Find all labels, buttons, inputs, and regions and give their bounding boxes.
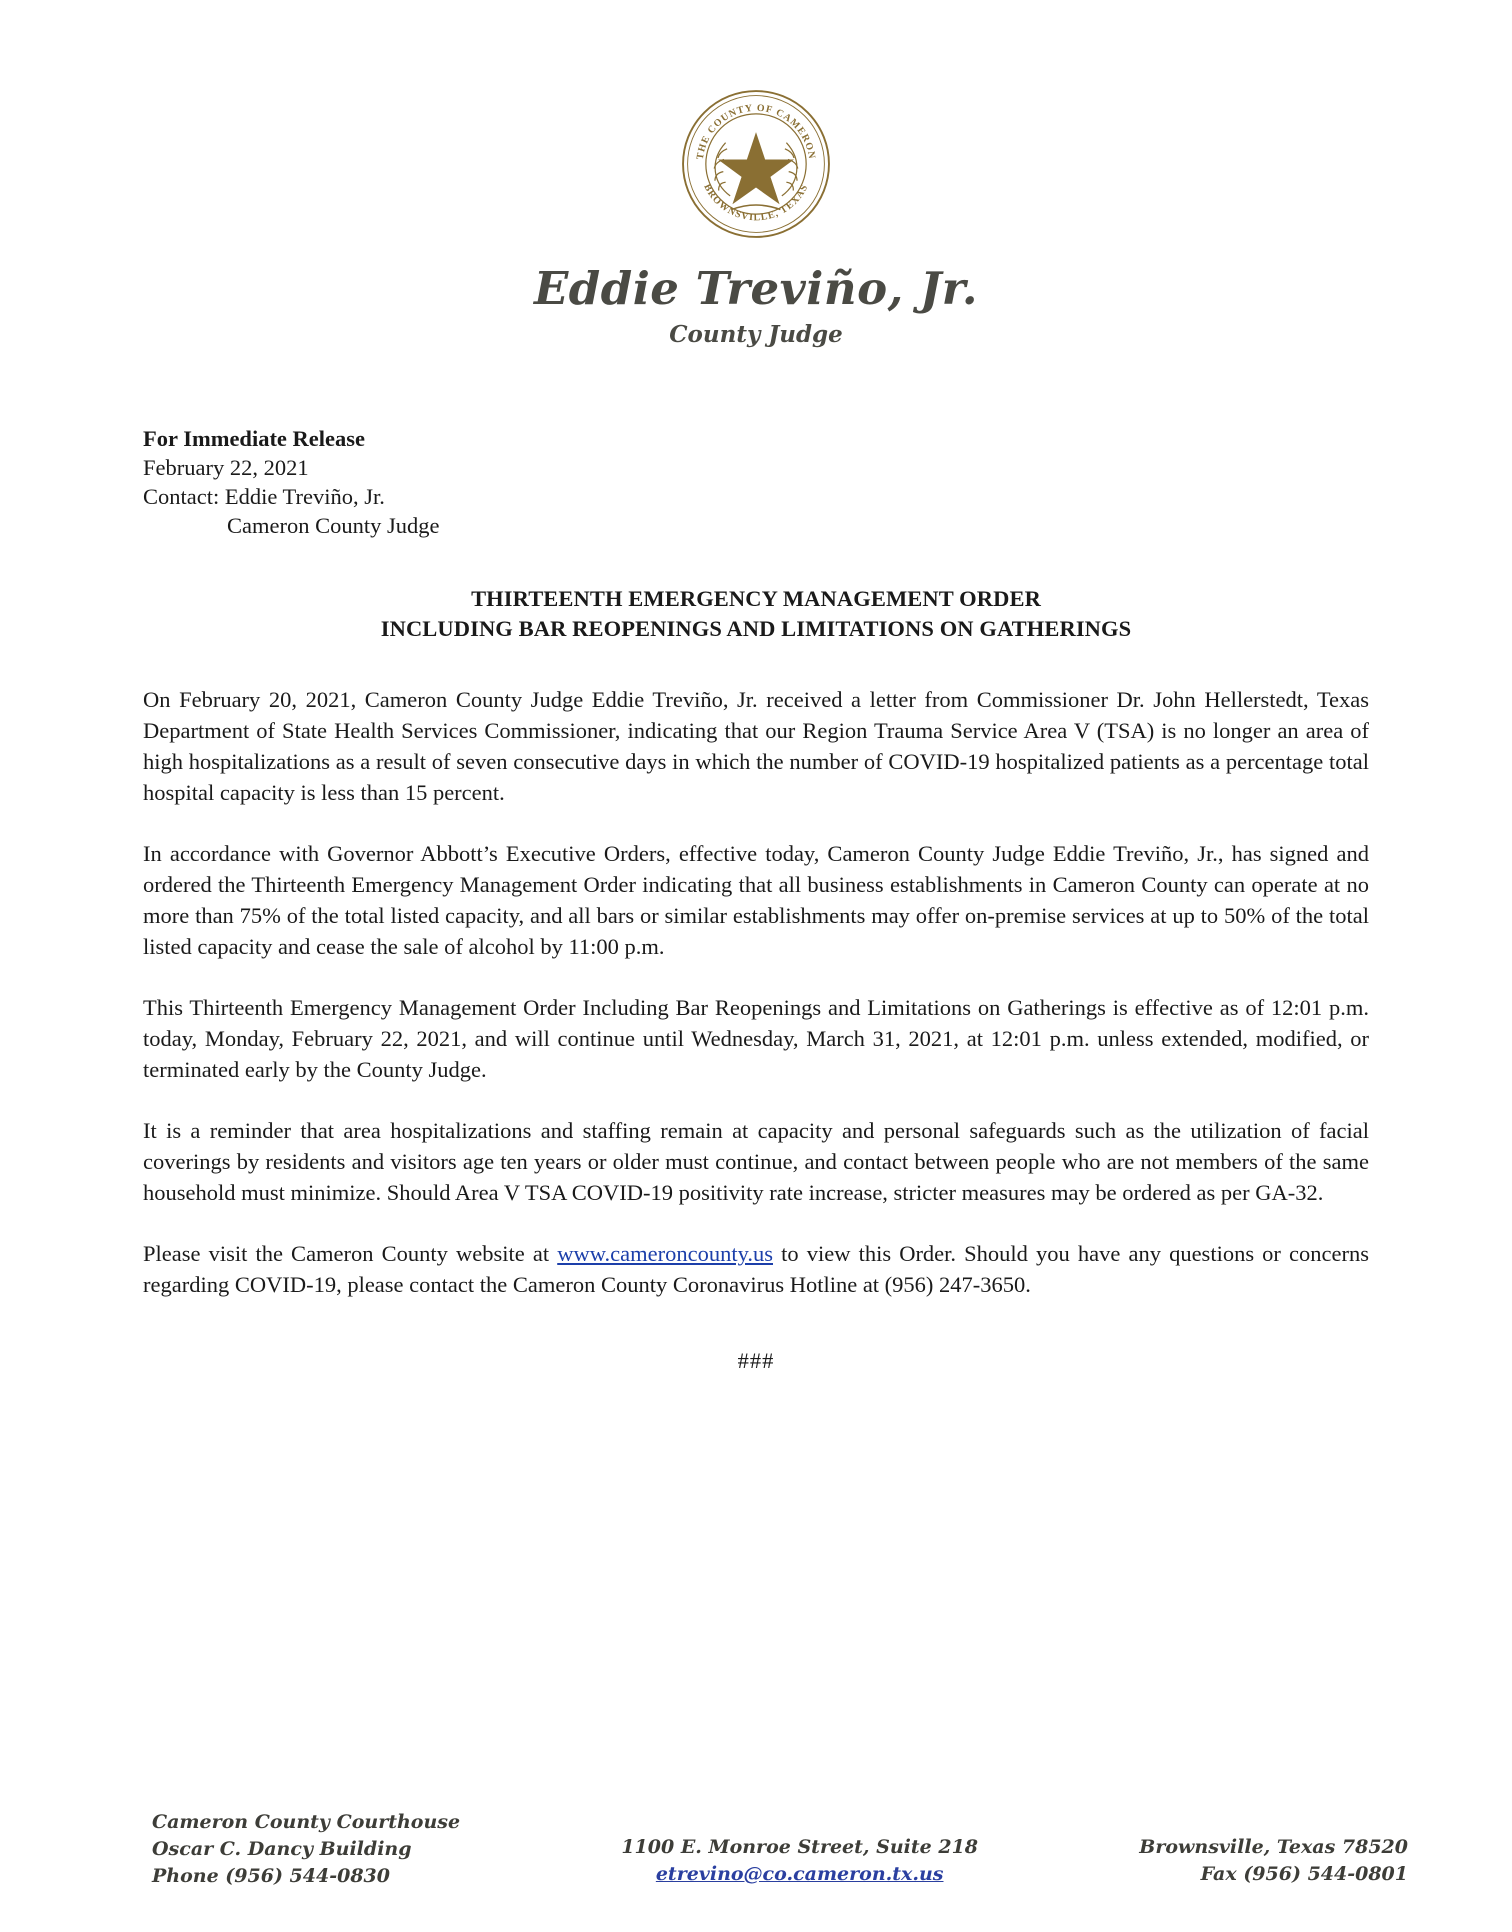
judge-title: County Judge — [669, 321, 843, 348]
footer-street: 1100 E. Monroe Street, Suite 218 — [621, 1836, 979, 1858]
release-date: February 22, 2021 — [143, 455, 309, 480]
document-body — [0, 424, 1512, 1374]
paragraph-5-text-before: Please visit the Cameron County website at — [143, 1241, 558, 1266]
release-info — [143, 424, 1369, 540]
letterhead — [0, 0, 1512, 348]
release-heading: For Immediate Release — [143, 426, 366, 451]
footer-phone: Phone (956) 544-0830 — [152, 1865, 390, 1887]
svg-text:THE COUNTY OF CAMERON: THE COUNTY OF CAMERON — [694, 102, 818, 161]
end-mark: ### — [737, 1348, 775, 1373]
footer-address-left — [152, 1809, 460, 1890]
paragraph-1: On February 20, 2021, Cameron County Judge Eddie Treviño, Jr. received a letter from Commissioner Dr. John Hellerstedt, Texas Department of State Health Services Commissioner, indicating that our Region Trauma Service Area V (TSA) is no longer an area of high hospitalizations as a result of seven consecutive days in which the number of COVID-19 hospitalized patients as a percentage total hospital capacity is less than 15 percent. — [143, 687, 1369, 805]
judge-name: Eddie Treviño, Jr. — [533, 262, 978, 315]
footer-address-center — [621, 1834, 978, 1890]
paragraph-5 — [143, 1238, 1369, 1300]
seal-container — [0, 88, 1512, 240]
page-title-line1: THIRTEENTH EMERGENCY MANAGEMENT ORDER — [471, 586, 1041, 611]
cameron-county-seal-icon — [680, 88, 832, 240]
page-title — [143, 584, 1369, 644]
footer-city-state-zip: Brownsville, Texas 78520 — [1139, 1836, 1408, 1858]
cameron-county-website-link[interactable]: www.cameroncounty.us — [557, 1241, 773, 1266]
release-contact: Contact: Eddie Treviño, Jr. — [143, 484, 385, 509]
page-title-line2: INCLUDING BAR REOPENINGS AND LIMITATIONS ON GATHERINGS — [380, 616, 1132, 641]
footer-email-link[interactable]: etrevino@co.cameron.tx.us — [655, 1863, 944, 1885]
paragraph-5-text-after: to view this Order. Should you have any questions or concerns regarding COVID-19, please contact the Cameron County Coronavirus Hotline at (956) 247-3650. — [143, 1241, 1369, 1297]
footer-courthouse: Cameron County Courthouse — [152, 1811, 461, 1833]
svg-text:BROWNSVILLE, TEXAS: BROWNSVILLE, TEXAS — [701, 182, 811, 224]
footer-building: Oscar C. Dancy Building — [152, 1838, 412, 1860]
release-contact-title: Cameron County Judge — [227, 513, 440, 538]
paragraph-3: This Thirteenth Emergency Management Order Including Bar Reopenings and Limitations on Gatherings is effective as of 12:01 p.m. today, Monday, February 22, 2021, and will continue until Wednesday, March 31, 2021, at 12:01 p.m. unless extended, modified, or terminated early by the County Judge. — [143, 995, 1369, 1082]
footer-address-right — [1139, 1834, 1408, 1890]
footer-fax: Fax (956) 544-0801 — [1200, 1863, 1408, 1885]
paragraph-4: It is a reminder that area hospitalizations and staffing remain at capacity and personal safeguards such as the utilization of facial coverings by residents and visitors age ten years or older must continue, and contact between people who are not members of the same household must minimize. Should Area V TSA COVID-19 positivity rate increase, stricter measures may be ordered as per GA-32. — [143, 1118, 1369, 1205]
footer — [0, 1809, 1512, 1890]
paragraph-2: In accordance with Governor Abbott’s Executive Orders, effective today, Cameron County Judge Eddie Treviño, Jr., has signed and ordered the Thirteenth Emergency Management Order indicating that all business establishments in Cameron County can operate at no more than 75% of the total listed capacity, and all bars or similar establishments may offer on-premise services at up to 50% of the total listed capacity and cease the sale of alcohol by 11:00 p.m. — [143, 841, 1369, 959]
